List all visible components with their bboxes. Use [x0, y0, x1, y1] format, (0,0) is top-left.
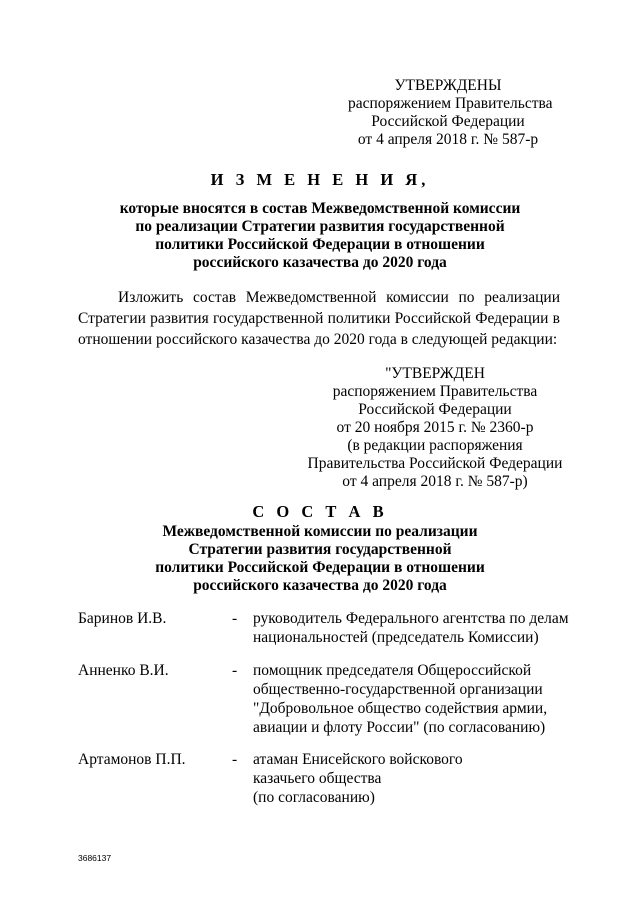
approved-line: (в редакции распоряжения — [347, 437, 523, 454]
approved-line: от 4 апреля 2018 г. № 587-р) — [342, 473, 528, 490]
member-dash: - — [232, 662, 238, 679]
member-role-line: помощник председателя Общероссийской — [253, 662, 532, 679]
document-number: 3686137 — [78, 853, 112, 863]
approval-line: распоряжением Правительства — [348, 95, 553, 112]
member-role — [253, 750, 463, 807]
member-name: Анненко В.И. — [78, 662, 169, 679]
member-role-line: казачьего общества — [253, 770, 382, 787]
instruction-line: Изложить состав Межведомственной комиссии по реализации — [118, 289, 560, 306]
approved-line: Российской Федерации — [358, 401, 512, 418]
composition-heading: С О С Т А В — [252, 502, 388, 521]
member-role-line: национальностей (председатель Комиссии) — [253, 629, 539, 646]
member-role-line: "Добровольное общество содействия армии, — [253, 700, 548, 717]
composition-subtitle-line: Стратегии развития государственной — [188, 541, 452, 558]
approval-title: УТВЕРЖДЕНЫ — [394, 77, 502, 94]
approval-line: от 4 апреля 2018 г. № 587-р — [357, 131, 539, 148]
member-role-line: руководитель Федерального агентства по делам — [253, 610, 569, 627]
approved-line: распоряжением Правительства — [332, 383, 538, 400]
changes-subtitle-line: российского казачества до 2020 года — [193, 254, 447, 271]
approved-title: "УТВЕРЖДЕН — [385, 365, 485, 382]
composition-subtitle-line: политики Российской Федерации в отношении — [155, 559, 485, 576]
approval-header — [348, 77, 553, 149]
member-dash: - — [232, 610, 238, 627]
approval-line: Российской Федерации — [371, 113, 525, 130]
member-role-line: атаман Енисейского войскового — [253, 751, 463, 768]
instruction-paragraph — [78, 287, 560, 350]
member-name: Баринов И.В. — [78, 610, 167, 627]
member-name: Артамонов П.П. — [78, 751, 186, 768]
composition-section — [60, 503, 580, 595]
composition-subtitle-line: российского казачества до 2020 года — [193, 577, 447, 594]
changes-subtitle-line: по реализации Стратегии развития государственной — [135, 218, 505, 235]
instruction-line: отношении российского казачества до 2020 года в следующей редакции: — [78, 331, 558, 348]
member-role-line: общественно-государственной организации — [253, 681, 543, 698]
approved-block — [306, 365, 564, 491]
changes-heading: И З М Е Н Е Н И Я, — [210, 170, 430, 189]
member-role-line: (по согласованию) — [253, 789, 375, 806]
changes-subtitle-line: политики Российской Федерации в отношении — [155, 236, 485, 253]
member-role — [253, 661, 547, 737]
instruction-line: Стратегии развития государственной политики Российской Федерации в — [78, 310, 560, 327]
approved-line: Правительства Российской Федерации — [307, 455, 563, 472]
changes-subtitle-line: которые вносятся в состав Межведомственной комиссии — [119, 200, 521, 217]
composition-subtitle-line: Межведомственной комиссии по реализации — [162, 523, 478, 540]
changes-section — [60, 171, 580, 272]
member-dash: - — [232, 751, 238, 768]
member-role-line: авиации и флоту России" (по согласованию) — [253, 719, 546, 736]
approved-line: от 20 ноября 2015 г. № 2360-р — [336, 419, 534, 436]
member-role — [253, 609, 569, 647]
